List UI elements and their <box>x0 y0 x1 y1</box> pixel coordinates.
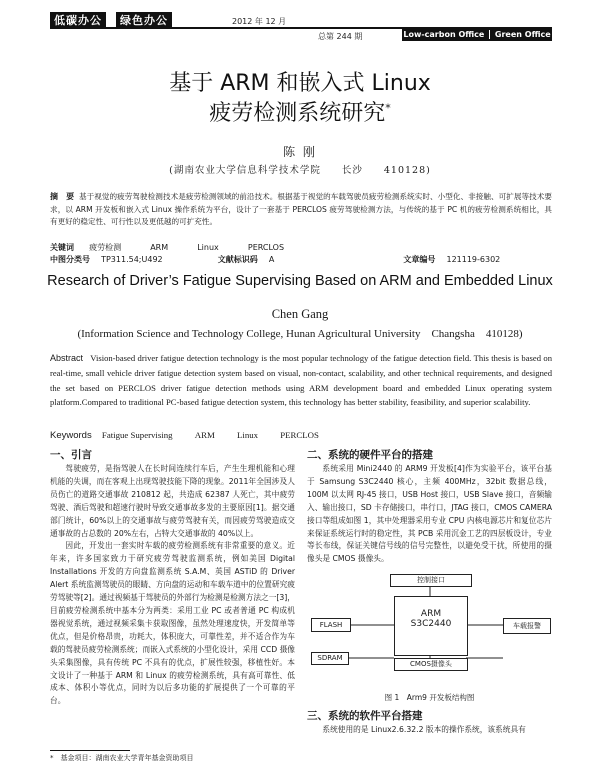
section3-heading: 三、系统的软件平台搭建 <box>307 710 423 722</box>
keyword-cn-1: 疲劳检测 <box>89 243 122 252</box>
figure-box-flash: FLASH <box>311 618 351 632</box>
english-abstract-text: Vision-based driver fatigue detection technology is the most popular technology of the fatigue detection field. This thesis is based on real-time, small vehicle driver fatigue detection system based on visual, non-contact, scalability, and other technical requirements, and designed the set based on PERCLOS driver fatigue detection methods using ARM development board and embedded Linux operating system platform.Compared to traditional PC-based fatigue detection system, this technology has better stability, feasibility, and superior scalability. <box>50 353 553 408</box>
header-date: 2012 年 12 月 <box>232 17 287 26</box>
keyword-cn-2: ARM <box>150 243 169 252</box>
figure-box-arm <box>394 596 468 656</box>
title-line-2: 疲劳检测系统研究 <box>209 101 386 126</box>
english-keyword-1: Fatigue Supervising <box>101 430 173 440</box>
header-right-badge-1: Low-carbon Office <box>403 30 485 39</box>
section1-p2: 因此，开发出一套实时车载的疲劳检测系统有非常重要的意义。近年来，许多国家致力于研究疲劳驾驶监测系统，例如美国 Digital Installations 开发的方向盘监测系统 S.A.M、英国 ASTiD 的 Driver Alert 系统监测驾驶员的眼睛、方向盘的运动和车载车道中的位置研究疲劳驾驶等[2]。通过视频基于驾驶员的外部行为检测是检测方法之一[3]，目前疲劳检测系统中基本分为两类：采用工业 PC 或者普通 PC 构成机器视觉系统，通过视频采集卡获取图像，虽然处理速度快，开发简单等优点，但是价格昂贵，功耗大，体积庞大，可靠性差，并不适合作为车载的驾驶员疲劳检测系统；而嵌入式系统的小型化设计，采用 CCD 摄像头采集图像，具有传统 PC 不具有的优点，扩展性较强，移植性好。本文设计了一种基于 ARM 和 Linux 的疲劳检测系统，具有高可靠性、低成本、体积小等优点，同时为以后多功能的扩展提供了一个可靠的平台。 <box>50 541 295 706</box>
title-line-1: 基于 ARM 和嵌入式 Linux <box>169 71 431 96</box>
figure-arm-label-1: ARM <box>420 609 442 619</box>
keywords-cn-label: 关键词 <box>50 243 74 252</box>
author-cn: 陈 刚 <box>283 145 317 159</box>
keyword-cn-3: Linux <box>197 243 219 252</box>
figure-1-caption: 图 1 Arm9 开发板结构图 <box>384 693 475 702</box>
title-star: * <box>385 101 391 115</box>
abstract-cn <box>50 191 552 229</box>
section1-p1: 驾驶疲劳，是指驾驶人在长时间连续行车后，产生生理机能和心理机能的失调，而在客观上出现驾驶技能下降的现象。2011年全国涉及人员伤亡的道路交通事故 210812 起，共造成 62387 人死亡，其中疲劳驾驶、酒后驾驶和超速行驶时导致交通事故多发的主要原因[1]。据交通部门统计，60%以上的交通事故与疲劳驾驶有关，而因疲劳驾驶造成交通事故的占总数的 20%左右，占特大交通事故的 40%以上。 <box>50 464 295 538</box>
figure-box-cmos: CMOS摄像头 <box>394 658 468 671</box>
header-badge-lowcarbon: 低碳办公 <box>50 12 106 29</box>
abstract-cn-text: 基于视觉的疲劳驾驶检测技术是疲劳检测领域的前沿技术。根据基于视觉的车载驾驶员疲劳检测系统实时、小型化、非接触、可扩展等技术要求，以 ARM 开发板和嵌入式 Linux 操作系统为平台，设计了一套基于 PERCLOS 疲劳驾驶检测方法，与传统的基于 PC 机的疲劳检测系统相比，具有更好的稳定性、可行性以及更低越的可扩充性。 <box>50 192 553 226</box>
figure-arm-label-2: S3C2440 <box>410 619 452 629</box>
section1-body <box>50 463 295 708</box>
doc-label: 文献标识码 <box>217 255 258 264</box>
english-keywords <box>50 430 552 441</box>
section3-body <box>307 724 552 737</box>
footnote: * 基金项目：湖南农业大学青年基金资助项目 <box>50 754 194 762</box>
footnote-rule <box>50 750 130 751</box>
figure-1-diagram <box>307 572 552 684</box>
header-badge-green: 绿色办公 <box>116 12 172 29</box>
section2-p1: 系统采用 Mini2440 的 ARM9 开发板[4]作为实验平台，该平台基于 Samsung S3C2440 核心，主频 400MHz，32bit 数据总线，100M 以太网 RJ-45 接口，USB Host 接口，USB Slave 接口，音频输入、输出接口，SD 卡存储接口，串行口，JTAG 接口，CMOS CAMERA 接口等组成如图 1，其中处理器采用专业 CPU 内核电源芯片和复位芯片来保证系统运行时的稳定性，其 PCB 采用沉金工艺的四层板设计，专业等长布线，保证关键信号线的信号完整性，以避免受干扰，所使用的摄像头是 CMOS 摄像头。 <box>307 464 552 564</box>
header-issue: 总第 244 期 <box>318 32 363 41</box>
header-right-badge-2: Green Office <box>494 30 551 39</box>
figure-box-alarm: 车载报警 <box>503 618 551 634</box>
section1-heading: 一、引言 <box>50 449 92 461</box>
keyword-cn-4: PERCLOS <box>247 243 285 252</box>
figure-box-ctrl: 控制接口 <box>390 574 472 587</box>
english-abstract <box>50 351 552 410</box>
doc-value: A <box>268 255 275 264</box>
title-line-2-wrap <box>0 96 600 127</box>
section2-body <box>307 463 552 566</box>
english-keywords-label: Keywords <box>50 430 92 441</box>
clc-value: TP311.54;U492 <box>101 255 163 264</box>
classification-row <box>50 247 552 266</box>
section2-heading: 二、系统的硬件平台的搭建 <box>307 449 433 461</box>
english-abstract-label: Abstract <box>50 353 84 363</box>
figure-box-sdram: SDRAM <box>311 652 349 665</box>
english-affiliation: (Information Science and Technology College, Hunan Agricultural University Changsha 410128) <box>77 328 523 340</box>
section3-p1: 系统使用的是 Linux2.6.32.2 版本的操作系统，该系统具有 <box>322 725 526 734</box>
art-value: 121119-6302 <box>446 255 501 264</box>
header-right-badge <box>402 28 552 41</box>
english-title: Research of Driver’s Fatigue Supervising Based on ARM and Embedded Linux <box>47 273 553 289</box>
english-keyword-2: ARM <box>194 430 215 440</box>
art-label: 文章编号 <box>403 255 436 264</box>
english-keyword-3: Linux <box>237 430 259 440</box>
affiliation-cn: (湖南农业大学信息科学技术学院 长沙 410128) <box>169 165 431 176</box>
english-author: Chen Gang <box>271 307 329 321</box>
abstract-cn-label: 摘 要 <box>50 192 75 201</box>
clc-label: 中图分类号 <box>50 255 90 264</box>
english-keyword-4: PERCLOS <box>280 430 319 440</box>
